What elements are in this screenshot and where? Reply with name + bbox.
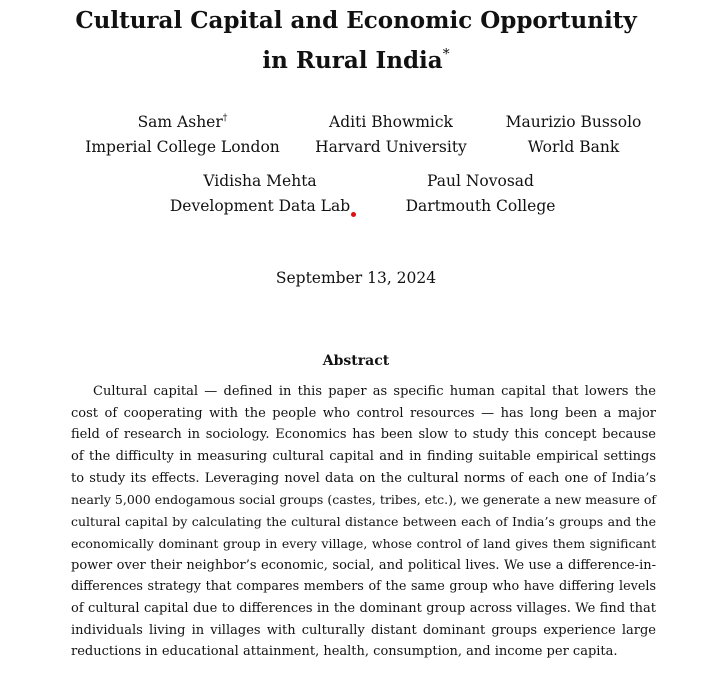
cursor-indicator bbox=[351, 212, 356, 217]
author-block-asher bbox=[80, 110, 285, 160]
paper-title-text-2: in Rural India bbox=[262, 47, 443, 74]
author-footnote-mark: † bbox=[222, 112, 228, 124]
paper-title-line-2 bbox=[0, 41, 712, 81]
paper-title-text-1: Cultural Capital and Economic Opportunity bbox=[75, 7, 637, 34]
abstract-line: cultural capital by calculating the cultural distance between each of India’s groups and the bbox=[71, 514, 656, 530]
abstract-line: power over their neighbor’s economic, social, and political lives. We use a difference-in- bbox=[71, 557, 656, 573]
abstract-line: reductions in educational attainment, health, consumption, and income per capita. bbox=[71, 644, 618, 660]
abstract-line: cost of cooperating with the people who control resources — has long been a major bbox=[71, 405, 656, 421]
abstract-line: of cultural capital due to differences in the dominant group across villages. We find that bbox=[71, 600, 656, 616]
abstract-line: economically dominant group in every village, whose control of land gives them significant bbox=[71, 535, 656, 551]
title-footnote-mark: * bbox=[442, 46, 450, 63]
author-name: Vidisha Mehta bbox=[203, 172, 317, 190]
author-name: Aditi Bhowmick bbox=[329, 113, 453, 131]
paper-title-line-1 bbox=[0, 1, 712, 41]
author-block-bhowmick bbox=[306, 110, 476, 160]
author-name: Maurizio Bussolo bbox=[505, 113, 642, 131]
abstract-line: of the difficulty in measuring cultural capital and in finding suitable empirical settings bbox=[71, 449, 656, 465]
author-block-bussolo bbox=[496, 110, 651, 160]
author-affiliation: Imperial College London bbox=[85, 138, 280, 156]
author-affiliation: Harvard University bbox=[315, 138, 467, 156]
abstract-heading: Abstract bbox=[322, 353, 390, 369]
abstract-line: nearly 5,000 endogamous social groups (castes, tribes, etc.), we generate a new measure of bbox=[71, 492, 656, 508]
author-block-novosad bbox=[398, 169, 563, 219]
author-name: Paul Novosad bbox=[427, 172, 534, 190]
author-affiliation: Dartmouth College bbox=[405, 197, 556, 215]
author-name: Sam Asher† bbox=[137, 112, 228, 131]
abstract-line: field of research in sociology. Economics has been slow to study this concept because bbox=[71, 427, 656, 443]
abstract-line: differences strategy that compares members of the same group who have differing levels bbox=[71, 579, 656, 595]
abstract-line: Cultural capital — defined in this paper as specific human capital that lowers the bbox=[93, 384, 656, 399]
author-affiliation: World Bank bbox=[527, 138, 620, 156]
abstract-body bbox=[71, 381, 656, 663]
abstract-line: to study its effects. Leveraging novel data on the cultural norms of each one of India’s bbox=[71, 470, 656, 486]
author-block-mehta bbox=[160, 169, 360, 219]
paper-date: September 13, 2024 bbox=[275, 269, 437, 287]
abstract-line: individuals living in villages with culturally distant dominant groups experience large bbox=[71, 622, 656, 638]
author-affiliation: Development Data Lab bbox=[169, 197, 351, 215]
